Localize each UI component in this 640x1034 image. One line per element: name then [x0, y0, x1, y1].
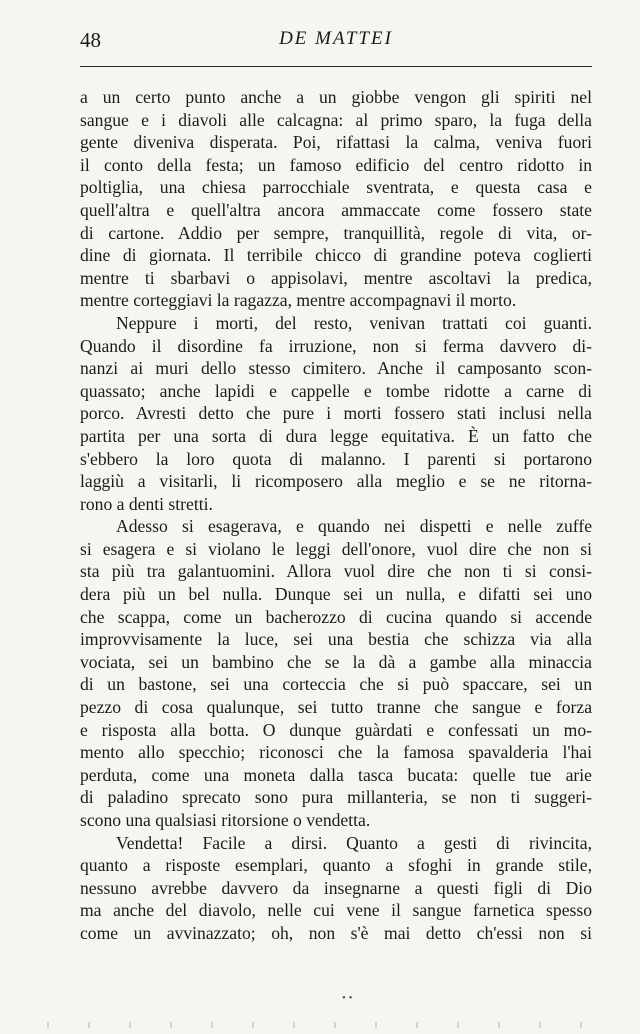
page-number: 48	[80, 28, 101, 52]
text-line: laggiù a visitarli, li ricomposero alla meglio e se ne ritorna-	[80, 471, 592, 492]
text-line: sangue e i diavoli alle calcagna: al primo sparo, la fuga della	[80, 109, 592, 130]
footer-mark: • •	[342, 992, 353, 1004]
text-line: si esagera e si violano le leggi dell'onore, vuol dire che non si	[80, 538, 592, 559]
text-line: di cartone. Addio per sempre, tranquillità, regole di vita, or-	[80, 222, 592, 243]
text-line: scono una qualsiasi ritorsione o vendetta.	[80, 810, 371, 830]
paragraph	[80, 832, 592, 945]
text-line: quanto a risposte esemplari, quanto a sfoghi in grande stile,	[80, 855, 592, 876]
text-line: mentre corteggiavi la ragazza, mentre accompagnavi il morto.	[80, 290, 517, 311]
text-line: dera più un bel nulla. Dunque sei un nulla, e difatti sei uno	[80, 584, 592, 605]
text-line: s'ebbero la loro quota di malanno. I parenti si portarono	[80, 448, 592, 469]
text-line: Quando il disordine fa irruzione, non si ferma davvero di-	[80, 335, 592, 356]
paragraph	[80, 515, 592, 831]
running-head: DE MATTEI	[279, 28, 393, 49]
text-line: Vendetta! Facile a dirsi. Quanto a gesti di rivincita,	[116, 832, 592, 853]
text-line: nessuno avrebbe davvero da insegnarne a questi figli di Dio	[80, 877, 592, 898]
text-line: quell'altra e quell'altra ancora ammaccate come fossero state	[80, 199, 592, 220]
text-line: poltiglia, una chiesa parrocchiale sventrata, e questa casa e	[80, 177, 592, 198]
text-line: rono a denti stretti.	[80, 493, 213, 514]
text-line: mentre ti sbarbavi o appisolavi, mentre ascoltavi la predica,	[80, 267, 592, 288]
text-line: nanzi ai muri dello stesso cimitero. Anche il camposanto scon-	[80, 358, 592, 379]
text-line: dine di giornata. Il terribile chicco di grandine poteva coglierti	[80, 245, 592, 266]
text-line: vociata, sei un bambino che se la dà a gambe alla minaccia	[80, 651, 592, 672]
text-line: porco. Avresti detto che pure i morti fossero stati inclusi nella	[80, 403, 592, 424]
text-line: come un avvinazzato; oh, non s'è mai detto ch'essi non si	[80, 922, 592, 943]
page-header	[80, 28, 592, 62]
text-line: mento allo specchio; riconosci che la famosa spavalderia l'hai	[80, 742, 592, 763]
text-line: Neppure i morti, del resto, venivan trattati coi guanti.	[116, 312, 592, 333]
text-line: ma anche del diavolo, nelle cui vene il sangue farnetica spesso	[80, 900, 592, 921]
paragraph	[80, 312, 592, 515]
text-line: perduta, come una moneta dalla tasca bucata: quelle tue arie	[80, 764, 592, 785]
text-line: sta più tra galantuomini. Allora vuol dire che non ti si consi-	[80, 561, 592, 582]
paragraph	[80, 86, 592, 312]
text-line: partita per una sorta di dura legge equitativa. È un fatto che	[80, 425, 592, 446]
text-line: quassato; anche lapidi e cappelle e tombe ridotte a carne di	[80, 380, 592, 401]
body-text	[80, 86, 592, 945]
text-line: che scappa, come un bacherozzo di cucina quando si accende	[80, 606, 592, 627]
text-line: e risposta alla botta. O dunque guàrdati e confessati un mo-	[80, 719, 592, 740]
text-line: di paladino sprecato sono pura millanteria, se non ti suggeri-	[80, 787, 592, 808]
text-line: pezzo di cosa qualunque, sei tutto tranne che sangue e forza	[80, 697, 592, 718]
text-line: di un bastone, sei una corteccia che si può spaccare, sei un	[80, 674, 592, 695]
header-rule	[80, 66, 592, 67]
text-line: a un certo punto anche a un giobbe vengon gli spiriti nel	[80, 87, 592, 107]
text-line: improvvisamente la luce, sei una bestia che schizza via alla	[80, 629, 592, 650]
text-line: Adesso si esagerava, e quando nei dispetti e nelle zuffe	[116, 516, 592, 537]
text-line: il conto della festa; un famoso edificio del centro ridotto in	[80, 154, 592, 175]
text-line: gente diveniva disperata. Poi, rifattasi la calma, veniva fuori	[80, 132, 592, 153]
scan-artifact	[30, 1022, 590, 1028]
